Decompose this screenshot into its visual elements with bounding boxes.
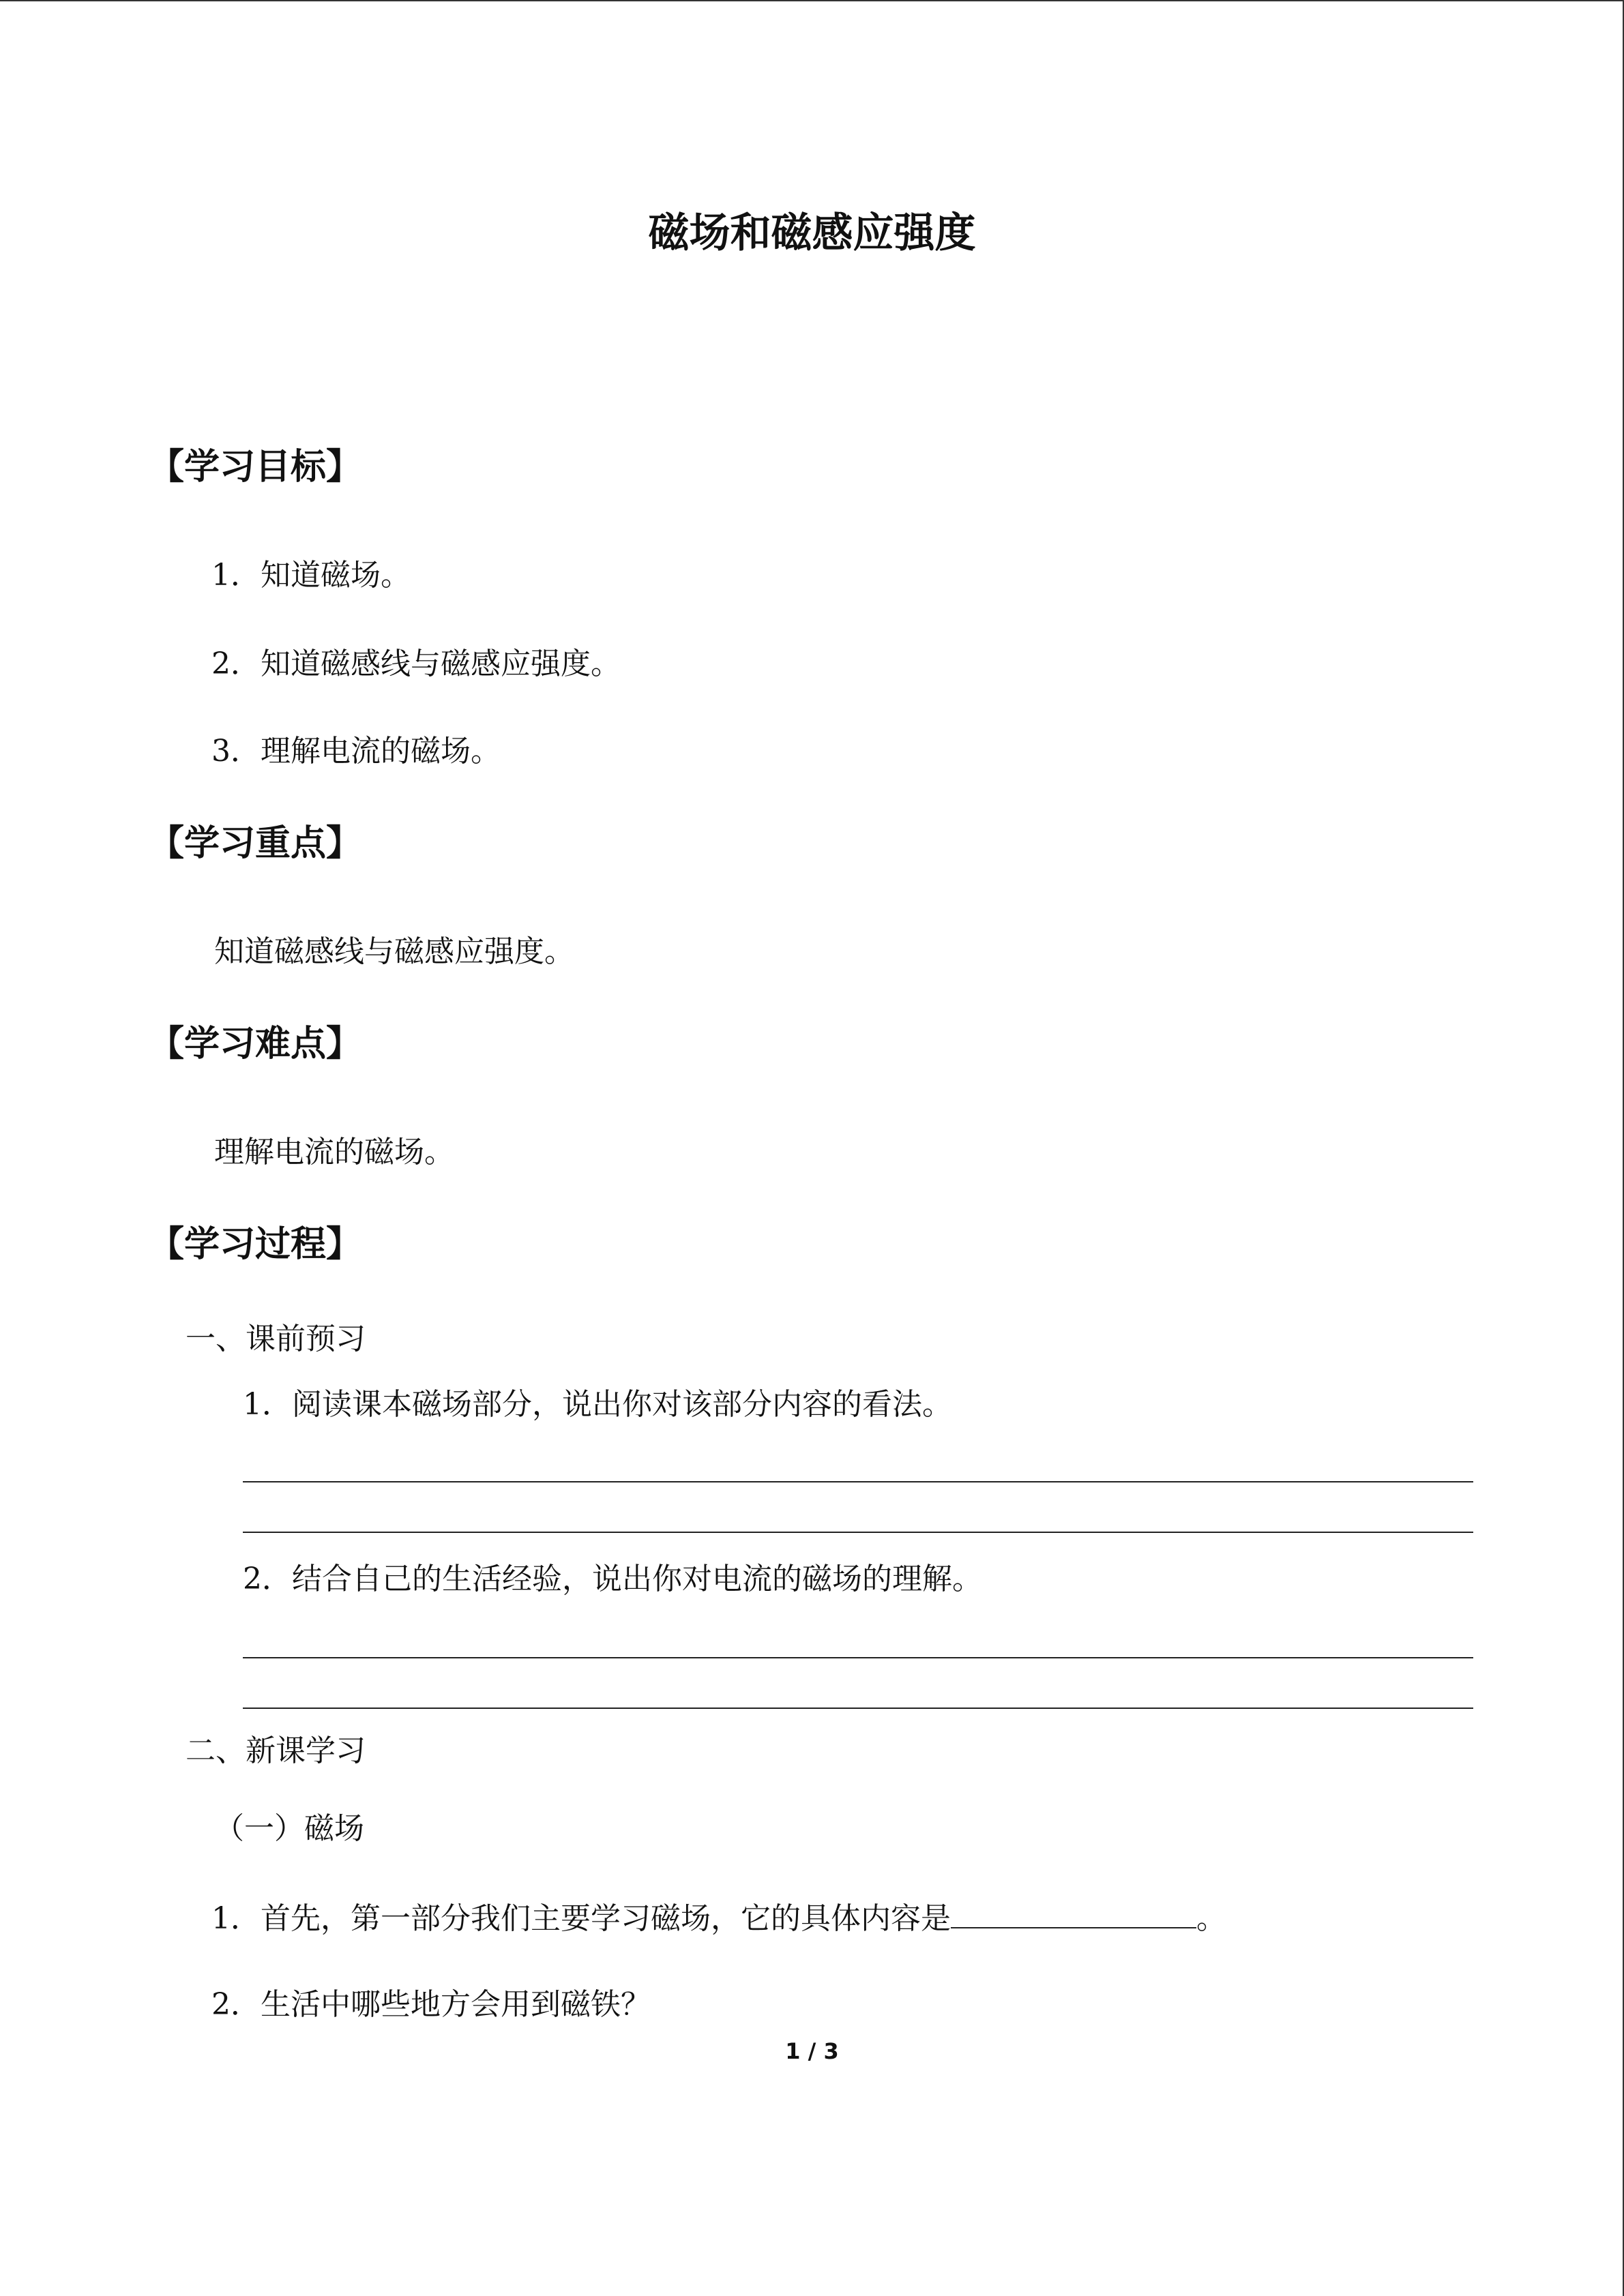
key-points-heading: 【学习重点】 (149, 823, 362, 864)
objective-item-3: 3．理解电流的磁场。 (211, 734, 501, 769)
answer-line[interactable] (243, 1532, 1473, 1533)
process-heading: 【学习过程】 (149, 1224, 362, 1265)
new-lesson-question-1 (211, 1897, 1226, 1939)
difficulties-heading: 【学习难点】 (149, 1024, 362, 1064)
question-1-end: 。 (1196, 1901, 1226, 1936)
objectives-heading: 【学习目标】 (149, 447, 362, 488)
page-title: 磁场和磁感应强度 (648, 209, 976, 257)
answer-line[interactable] (243, 1481, 1473, 1482)
answer-line[interactable] (243, 1657, 1473, 1658)
objective-item-1: 1．知道磁场。 (211, 558, 411, 593)
preview-section-label: 一、课前预习 (186, 1322, 366, 1356)
preview-question-1: 1．阅读课本磁场部分，说出你对该部分内容的看法。 (243, 1387, 952, 1422)
subsection-magnetic-field: （一）磁场 (214, 1811, 364, 1846)
key-points-text: 知道磁感线与磁感应强度。 (214, 934, 574, 969)
answer-line[interactable] (243, 1708, 1473, 1709)
page-number: 1 / 3 (785, 2038, 839, 2064)
question-1-text: 1．首先，第一部分我们主要学习磁场，它的具体内容是 (211, 1901, 951, 1936)
difficulties-text: 理解电流的磁场。 (214, 1135, 454, 1169)
new-lesson-section-label: 二、新课学习 (186, 1733, 366, 1768)
objective-item-2: 2．知道磁感线与磁感应强度。 (211, 646, 621, 681)
preview-question-2: 2．结合自己的生活经验，说出你对电流的磁场的理解。 (243, 1562, 982, 1596)
fill-in-blank[interactable] (951, 1897, 1196, 1928)
new-lesson-question-2: 2．生活中哪些地方会用到磁铁？ (211, 1987, 651, 2022)
page-top-border (0, 0, 1624, 1)
